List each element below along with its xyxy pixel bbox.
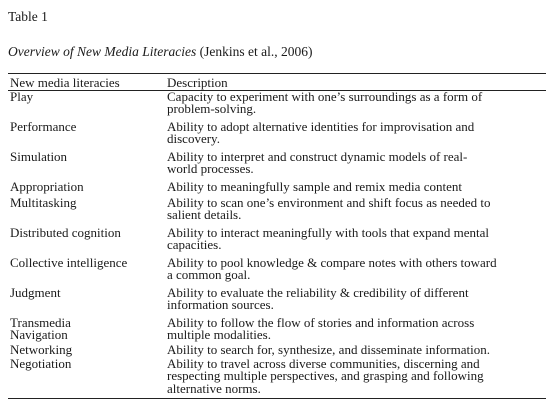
table-header-row [8, 74, 546, 90]
literacy-term: Networking [10, 341, 73, 357]
description-line: Capacity to experiment with one’s surroundings as a form of [167, 89, 483, 104]
literacy-description [167, 224, 546, 253]
literacy-description [167, 284, 546, 312]
literacy-term: Negotiation [10, 356, 72, 372]
description-line: Ability to interpret and construct dynamic models of real- [167, 148, 468, 164]
description-line: discovery. [167, 131, 220, 147]
literacy-description [167, 341, 546, 357]
table-row [8, 341, 546, 357]
literacy-term: Play [10, 89, 34, 104]
caption-title: Overview of New Media Literacies [8, 44, 197, 59]
literacy-description [167, 148, 546, 177]
literacy-term: Judgment [10, 284, 61, 300]
table-label: Table 1 [8, 9, 48, 24]
description-line: salient details. [167, 207, 242, 223]
table-row [8, 91, 546, 115]
table-row [8, 254, 546, 282]
table-row [8, 314, 546, 342]
description-line: Ability to adopt alternative identities for improvisation and [167, 118, 475, 134]
description-line: Ability to evaluate the reliability & credibility of different [167, 284, 469, 300]
literacy-description [167, 314, 546, 342]
literacy-term: Collective intelligence [10, 254, 128, 270]
caption-citation: (Jenkins et al., 2006) [196, 44, 313, 59]
literacy-description [167, 118, 546, 147]
description-line: Ability to meaningfully sample and remix media content [167, 178, 462, 194]
literacy-term: Multitasking [10, 194, 77, 210]
literacy-description [167, 178, 546, 194]
description-line: multiple modalities. [167, 326, 271, 342]
column-header-literacies: New media literacies [10, 75, 120, 90]
description-line: Ability to interact meaningfully with tools that expand mental [167, 224, 490, 240]
column-header-description: Description [167, 75, 228, 90]
description-line: Ability to scan one’s environment and shift focus as needed to [167, 194, 491, 210]
literacy-description [167, 91, 546, 115]
description-line: a common goal. [167, 266, 251, 282]
description-line: Ability to travel across diverse communities, discerning and [167, 356, 480, 372]
table-row [8, 118, 546, 147]
description-line: alternative norms. [167, 380, 261, 396]
literacy-description [167, 358, 546, 395]
literacy-term [8, 314, 167, 342]
description-line: information sources. [167, 296, 274, 312]
literacy-description [167, 254, 546, 282]
literacy-description [167, 194, 546, 223]
table-row [8, 148, 546, 177]
description-line: Ability to search for, synthesize, and disseminate information. [167, 341, 490, 357]
description-line: problem-solving. [167, 101, 257, 117]
description-line: capacities. [167, 237, 222, 253]
term-line: Transmedia [10, 314, 71, 330]
table-row [8, 178, 546, 194]
description-line: respecting multiple perspectives, and grasping and following [167, 368, 484, 384]
table-row [8, 358, 546, 395]
literacy-term: Distributed cognition [10, 224, 121, 240]
table-row [8, 284, 546, 312]
term-line: Navigation [10, 326, 68, 342]
description-line: Ability to pool knowledge & compare notes with others toward [167, 254, 497, 270]
literacy-term: Appropriation [10, 178, 84, 194]
description-line: world processes. [167, 161, 254, 177]
table-bottom-rule [8, 398, 546, 399]
table-row [8, 194, 546, 223]
description-line: Ability to follow the flow of stories and information across [167, 314, 475, 330]
literacy-term: Simulation [10, 148, 68, 164]
literacy-term: Performance [10, 118, 77, 134]
literacies-table [8, 73, 546, 399]
table-row [8, 224, 546, 253]
table-caption [8, 44, 312, 60]
